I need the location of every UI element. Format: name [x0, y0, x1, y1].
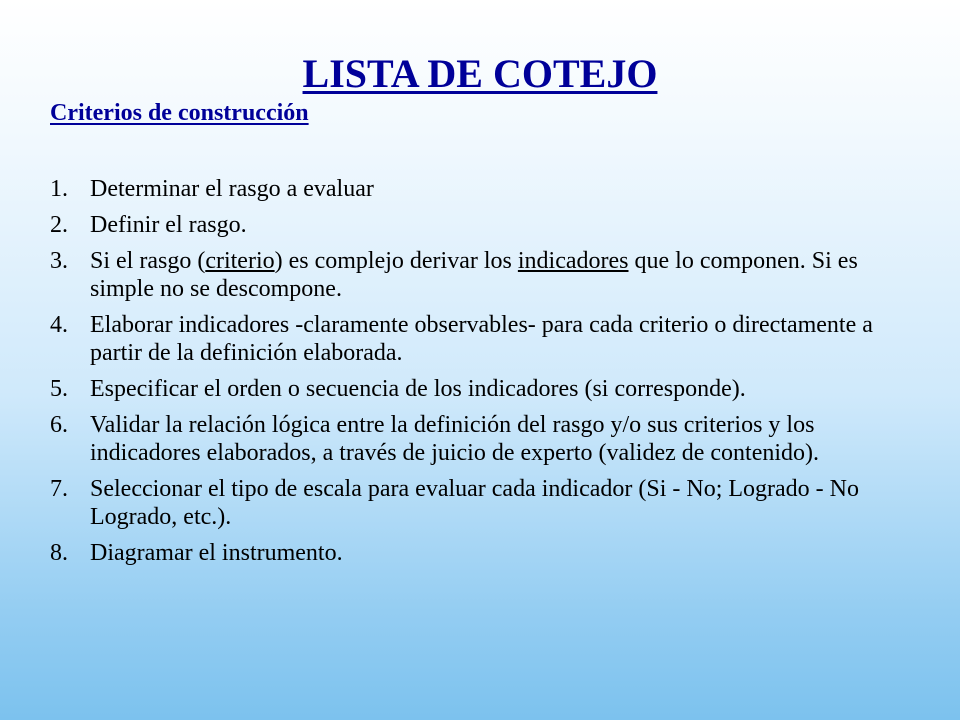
list-item-text: Definir el rasgo. — [90, 212, 247, 238]
underlined-term-indicadores: indicadores — [517, 248, 629, 274]
list-item — [50, 539, 920, 567]
slide-title-text: LISTA DE COTEJO — [302, 51, 658, 96]
list-item-number: 3. — [50, 248, 68, 274]
list-item-number: 6. — [50, 412, 68, 438]
list-item-number: 5. — [50, 376, 68, 402]
list-item-number: 8. — [50, 540, 68, 566]
list-item-text: Determinar el rasgo a evaluar — [90, 176, 374, 202]
criteria-list — [50, 175, 920, 575]
slide-title — [0, 52, 960, 96]
list-item — [50, 375, 920, 403]
list-item-number: 4. — [50, 312, 68, 338]
slide-subtitle: Criterios de construcción — [50, 100, 309, 126]
list-item-text: Seleccionar el tipo de escala para evaluar cada indicador (Si - No; Logrado - No Logrado, etc.). — [90, 476, 859, 530]
list-item-text: Elaborar indicadores -claramente observables- para cada criterio o directamente a partir de la definición elaborada. — [90, 312, 873, 366]
list-item — [50, 475, 920, 531]
list-item-number: 7. — [50, 476, 68, 502]
list-item-text: Diagramar el instrumento. — [90, 540, 343, 566]
underlined-term-criterio: criterio — [205, 248, 275, 274]
list-item-text-part: Si el rasgo ( — [90, 248, 206, 274]
list-item-number: 2. — [50, 212, 68, 238]
list-item-text-part: ) es complejo derivar los — [274, 248, 518, 274]
list-item-text: Validar la relación lógica entre la definición del rasgo y/o sus criterios y los indicadores elaborados, a través de juicio de experto (validez de contenido). — [90, 412, 820, 466]
list-item — [50, 411, 920, 467]
list-item — [50, 175, 920, 203]
list-item-number: 1. — [50, 176, 68, 202]
list-item-text-part: que lo componen. Si es simple no se descompone. — [90, 248, 858, 302]
list-item — [50, 211, 920, 239]
list-item — [50, 311, 920, 367]
list-item-text — [90, 247, 920, 303]
list-item — [50, 247, 920, 303]
list-item-text: Especificar el orden o secuencia de los indicadores (si corresponde). — [90, 376, 746, 402]
